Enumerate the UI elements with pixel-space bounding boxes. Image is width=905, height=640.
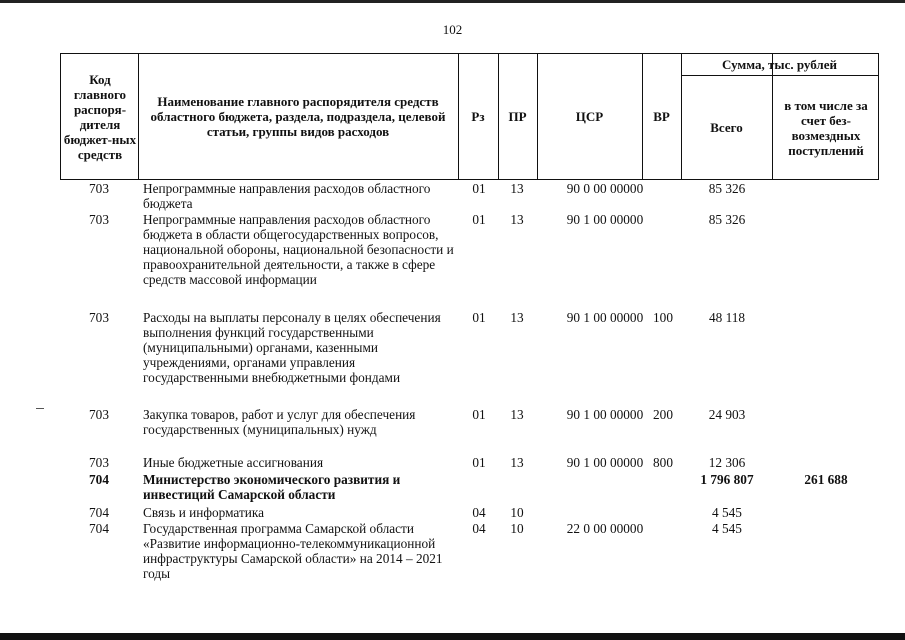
cell-kod: 703 (89, 310, 109, 325)
cell-kod: 704 (89, 472, 109, 487)
table-header (60, 53, 879, 180)
cell-kod: 704 (89, 505, 109, 520)
top-border (0, 0, 905, 3)
cell-name: Закупка товаров, работ и услуг для обеспечения государственных (муниципальных) нужд (143, 407, 416, 437)
cell-vr: 100 (653, 310, 673, 325)
cell-csr: 90 1 00 00000 (566, 407, 644, 422)
cell-csr: 90 1 00 00000 (566, 310, 644, 325)
cell-csr: 22 0 00 00000 (566, 521, 644, 536)
cell-kod: 703 (89, 455, 109, 470)
header-name: Наименование главного распорядителя средств областного бюджета, раздела, подраздела, целевой статьи, группы видов расходов (150, 94, 446, 139)
cell-name: Расходы на выплаты персоналу в целях обеспечения выполнения функций государственными (муниципальными) органами, казенными учреждениями, органами управления государственными внебюджетными фондами (143, 310, 441, 385)
cell-kod: 703 (89, 181, 109, 196)
cell-total: 85 326 (708, 181, 746, 196)
cell-csr: 90 1 00 00000 (566, 455, 644, 470)
header-pr: ПР (508, 109, 527, 124)
cell-name: Непрограммные направления расходов областного бюджета (143, 181, 431, 211)
cell-vr: 800 (653, 455, 673, 470)
cell-rz: 04 (472, 505, 486, 520)
cell-rz: 01 (472, 455, 486, 470)
cell-rz: 01 (472, 181, 486, 196)
header-rz: Рз (471, 109, 485, 124)
cell-pr: 13 (510, 455, 524, 470)
header-summa: Сумма, тыс. рублей (722, 57, 837, 72)
cell-pr: 13 (510, 310, 524, 325)
cell-csr: 90 0 00 00000 (566, 181, 644, 196)
cell-kod: 703 (89, 212, 109, 227)
cell-pr: 10 (510, 505, 524, 520)
cell-name: Государственная программа Самарской области «Развитие информационно-телекоммуникационной инфраструктуры Самарской области» на 2014 – 2021 годы (143, 521, 443, 581)
cell-rz: 04 (472, 521, 486, 536)
header-bez: в том числе за счет без-возмездных поступлений (784, 97, 868, 158)
cell-pr: 10 (510, 521, 524, 536)
page-number: 102 (442, 22, 463, 37)
cell-total: 1 796 807 (700, 472, 754, 487)
cell-total: 4 545 (712, 505, 742, 520)
bottom-border (0, 633, 905, 640)
cell-rz: 01 (472, 310, 486, 325)
cell-pr: 13 (510, 181, 524, 196)
cell-pr: 13 (510, 407, 524, 422)
cell-vr: 200 (653, 407, 673, 422)
cell-rz: 01 (472, 212, 486, 227)
cell-name: Связь и информатика (143, 505, 265, 520)
cell-rz: 01 (472, 407, 486, 422)
cell-name: Непрограммные направления расходов областного бюджета в области общегосударственных вопросов, национальной обороны, национальной безопасности и правоохранительной деятельности, а также в сфере средств массовой информации (143, 212, 454, 287)
cell-total: 12 306 (708, 455, 746, 470)
header-kod: Код главного распоря-дителя бюджет-ных средств (63, 71, 137, 162)
cell-csr: 90 1 00 00000 (566, 212, 644, 227)
header-vr: ВР (653, 109, 670, 124)
cell-name: Министерство экономического развития и инвестиций Самарской области (143, 472, 401, 502)
margin-mark (36, 408, 44, 409)
cell-total: 4 545 (712, 521, 742, 536)
header-csr: ЦСР (575, 109, 604, 124)
cell-name: Иные бюджетные ассигнования (143, 455, 324, 470)
cell-kod: 703 (89, 407, 109, 422)
cell-pr: 13 (510, 212, 524, 227)
cell-bez: 261 688 (804, 472, 848, 487)
cell-total: 24 903 (708, 407, 746, 422)
cell-total: 48 118 (708, 310, 746, 325)
header-vsego: Всего (710, 120, 743, 135)
cell-kod: 704 (89, 521, 109, 536)
cell-total: 85 326 (708, 212, 746, 227)
